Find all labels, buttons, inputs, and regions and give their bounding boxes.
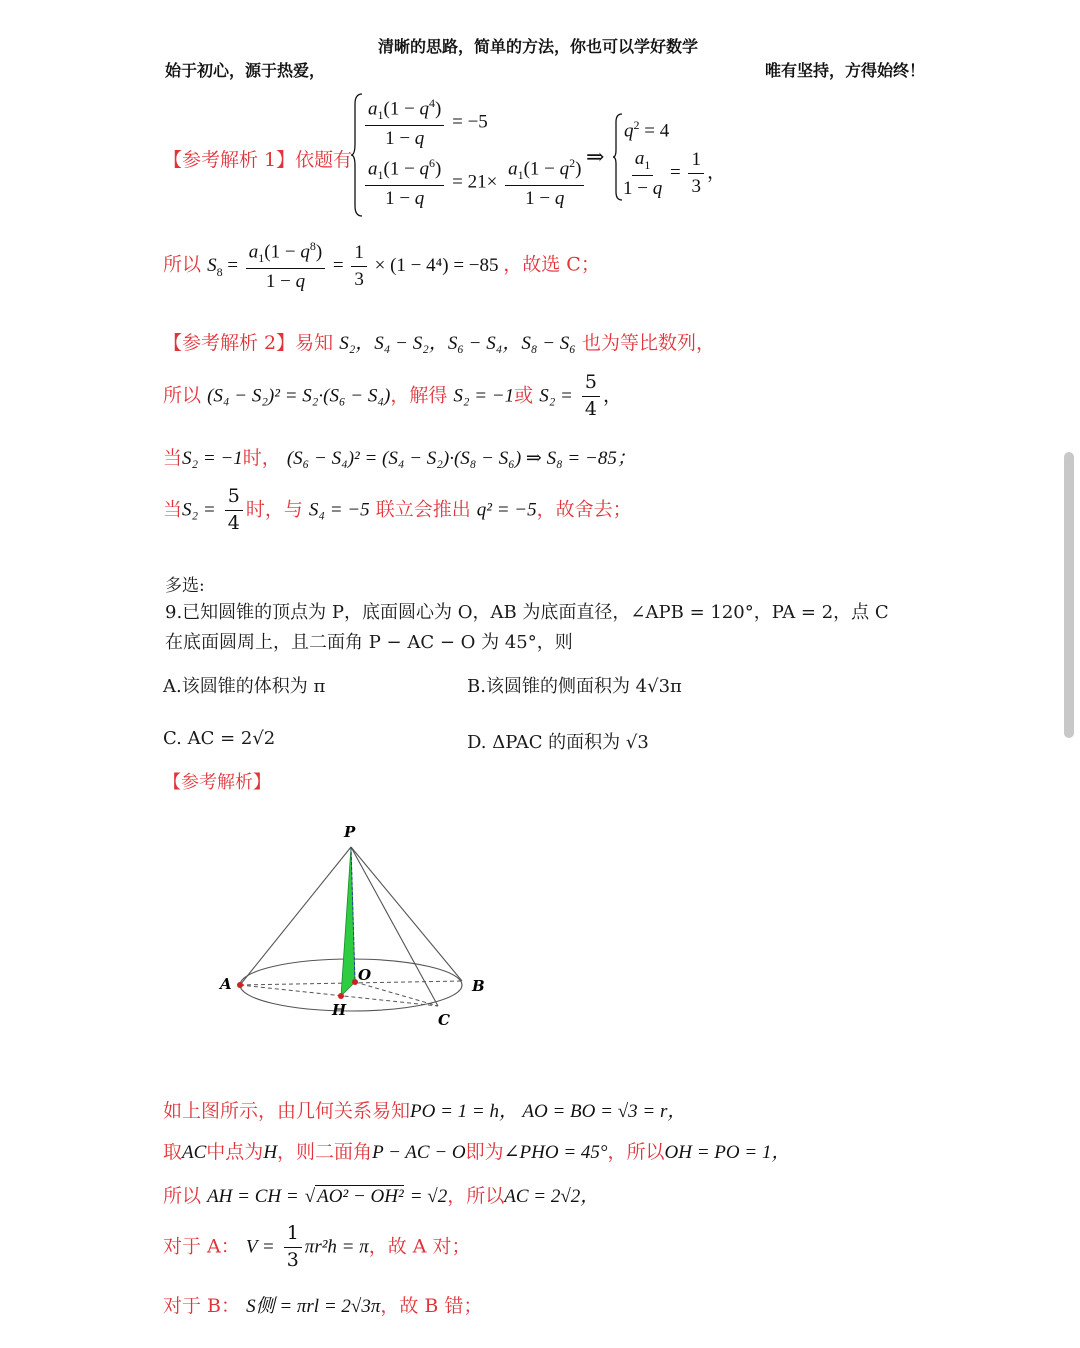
analysis2-line3 — [163, 443, 636, 470]
s2-md: ∠PHO = 45° — [503, 1142, 608, 1163]
label-c: C — [438, 1011, 450, 1029]
generator-pa — [240, 847, 351, 985]
a2l4-s4: S₄ = −5 — [308, 499, 370, 521]
s2-rb: 中点为 — [206, 1141, 264, 1163]
a2l2-a: S₂ = −1 — [453, 385, 515, 407]
s4-ma: V = — [245, 1236, 275, 1258]
a2l4-mid: 时，与 — [245, 498, 303, 521]
s8-calc: × (1 − 4⁴) = −85 — [374, 254, 499, 276]
system-eq2-mid: = 21× — [452, 171, 498, 193]
solution-line4: 对于 A： V = $\frac{1}{3}$ πr²h = π，故 A 对； — [163, 1222, 471, 1271]
option-d: D. ΔPAC 的面积为 √3 — [467, 732, 649, 753]
a2l3-time: 时， — [242, 447, 281, 469]
analysis2-line1 — [163, 328, 715, 355]
a2l2-prefix: 所以 — [163, 384, 202, 407]
a2l4-end: ，故舍去； — [536, 498, 632, 521]
a2l2-mid: ，解得 — [390, 384, 448, 407]
s2-mb: H — [263, 1142, 278, 1163]
result-q2: $q^2 = 4$ — [624, 118, 670, 142]
cone-figure — [210, 815, 500, 1035]
s5-end: ，故 B 错； — [380, 1295, 483, 1317]
result-a1-eq: = — [669, 162, 681, 184]
s3-rb: ，所以 — [447, 1185, 505, 1207]
solution-line5 — [163, 1291, 482, 1318]
s8-suffix: ，故选 C； — [503, 253, 600, 276]
a2l3-eq: (S₆ − S₄)² = (S₄ − S₂)·(S₈ − S₆) ⇒ S₈ = −85； — [286, 448, 636, 469]
s5-math: S侧 = πrl = 2√3π — [246, 1296, 381, 1317]
s3-mb: = √2 — [409, 1186, 448, 1207]
point-a — [237, 982, 243, 988]
result-q2-val: = 4 — [644, 120, 670, 142]
header-right-motto: 唯有坚持，方得始终！ — [765, 61, 926, 80]
segment-oc — [355, 982, 438, 1006]
result-a1-den: 3 — [691, 176, 701, 198]
s4-mb: πr²h = π — [304, 1236, 369, 1258]
s2-rc: ，则二面角 — [277, 1141, 373, 1163]
s8-prefix: 所以 — [163, 253, 202, 276]
analysis1-label: 【参考解析 1】依题有 — [163, 149, 353, 171]
s2-ma: AC — [182, 1142, 207, 1163]
option-b: B.该圆锥的侧面积为 4√3π — [467, 676, 682, 697]
label-b: B — [472, 977, 485, 995]
a2l4-q: q² = −5 — [476, 499, 537, 521]
analysis2-line4: 当S₂ = $\frac{5}{4}$ 时，与 S₄ = −5 联立会推出 q² = −5，故舍去； — [163, 485, 632, 534]
system-eq1: $\frac{a_1(1 - q^4)}{1 - q}$ = −5 — [362, 97, 488, 150]
label-a: A — [220, 975, 232, 993]
a2l3-prefix: 当 — [163, 447, 183, 469]
question-line1: 9.已知圆锥的顶点为 P，底面圆心为 O，AB 为底面直径，∠APB = 120°，PA = 2，点 C — [165, 602, 889, 623]
s4-red: 对于 A： — [163, 1235, 240, 1258]
question-type: 多选: — [165, 576, 205, 596]
a2l4-prefix: 当 — [163, 498, 183, 521]
label-o: O — [358, 966, 372, 984]
system-eq1-rhs: = −5 — [452, 111, 488, 133]
solution-line1 — [163, 1096, 686, 1123]
s2-rd: 即为 — [465, 1141, 504, 1163]
s3-sqrt: AO² − OH² — [317, 1186, 404, 1207]
analysis2-suffix: 也为等比数列， — [581, 332, 715, 354]
a2l2-eq: (S₄ − S₂)² = S₂·(S₆ − S₄) — [207, 385, 391, 407]
solution-line2 — [163, 1137, 790, 1164]
question-line2: 在底面圆周上，且二面角 P − AC − O 为 45°，则 — [165, 632, 573, 653]
a2l2-b: S₂ = — [539, 385, 573, 407]
generator-pb — [351, 847, 462, 981]
a2l4-mid2: 联立会推出 — [375, 498, 471, 521]
s3-ra: 所以 — [163, 1185, 202, 1207]
option-a: A.该圆锥的体积为 π — [163, 676, 326, 697]
label-h: H — [332, 1001, 347, 1019]
a2l3-cond: S₂ = −1 — [182, 448, 243, 469]
s8-line: 所以 $S_8$ = $\frac{a_1(1 - q^8)}{1 - q}$ = $\frac{1}{3}$ × (1 − 4⁴) = −85 ，故选 C； — [163, 239, 600, 292]
header-title: 清晰的思路，简单的方法，你也可以学好数学 — [378, 37, 699, 56]
s3-ma: AH = CH = — [207, 1186, 299, 1207]
s2-ra: 取 — [163, 1141, 183, 1163]
triangle-pho — [341, 847, 355, 996]
s5-red: 对于 B： — [163, 1295, 241, 1317]
s1-math: PO = 1 = h， AO = BO = √3 = r， — [410, 1101, 687, 1122]
reference-label: 【参考解析】 — [163, 772, 271, 793]
solution-line3: 所以 AH = CH = √ AO² − OH² = √2，所以AC = 2√2， — [163, 1185, 600, 1207]
header-left-motto: 始于初心，源于热爱， — [165, 61, 326, 80]
result-a1-num: 1 — [688, 149, 704, 174]
s2-re: ，所以 — [607, 1141, 665, 1163]
vertical-scrollbar[interactable] — [1064, 452, 1074, 738]
s2-mc: P − AC − O — [372, 1142, 466, 1163]
analysis2-label: 【参考解析 2】易知 — [163, 332, 334, 354]
system-eq2: $\frac{a_1(1 - q^6)}{1 - q}$ = 21× $\frac{a_1(1 - q^2)}{1 - q}$ — [362, 157, 587, 210]
analysis2-terms: S₂，S₄ − S₂，S₆ − S₄，S₈ − S₆ — [339, 333, 576, 354]
a2l2-or: 或 — [514, 384, 534, 407]
a2l4-cond: S₂ = — [182, 499, 216, 521]
s2-me: OH = PO = 1， — [664, 1142, 791, 1163]
option-c: C. AC = 2√2 — [163, 728, 276, 749]
implies-arrow: ⇒ — [586, 145, 605, 170]
analysis2-line2: 所以 (S₄ − S₂)² = S₂·(S₆ − S₄)，解得 S₂ = −1或 S₂ = $\frac{5}{4}$ ， — [163, 371, 623, 420]
label-p: P — [344, 823, 356, 841]
s3-mc: AC = 2√2， — [504, 1186, 600, 1207]
result-a1: $\frac{a_1}{1 - q}$ = $\frac{1}{3}$ ， — [623, 148, 726, 199]
point-h — [338, 993, 344, 999]
s4-end: ，故 A 对； — [368, 1235, 471, 1258]
s1-red: 如上图所示，由几何关系易知 — [163, 1100, 411, 1122]
